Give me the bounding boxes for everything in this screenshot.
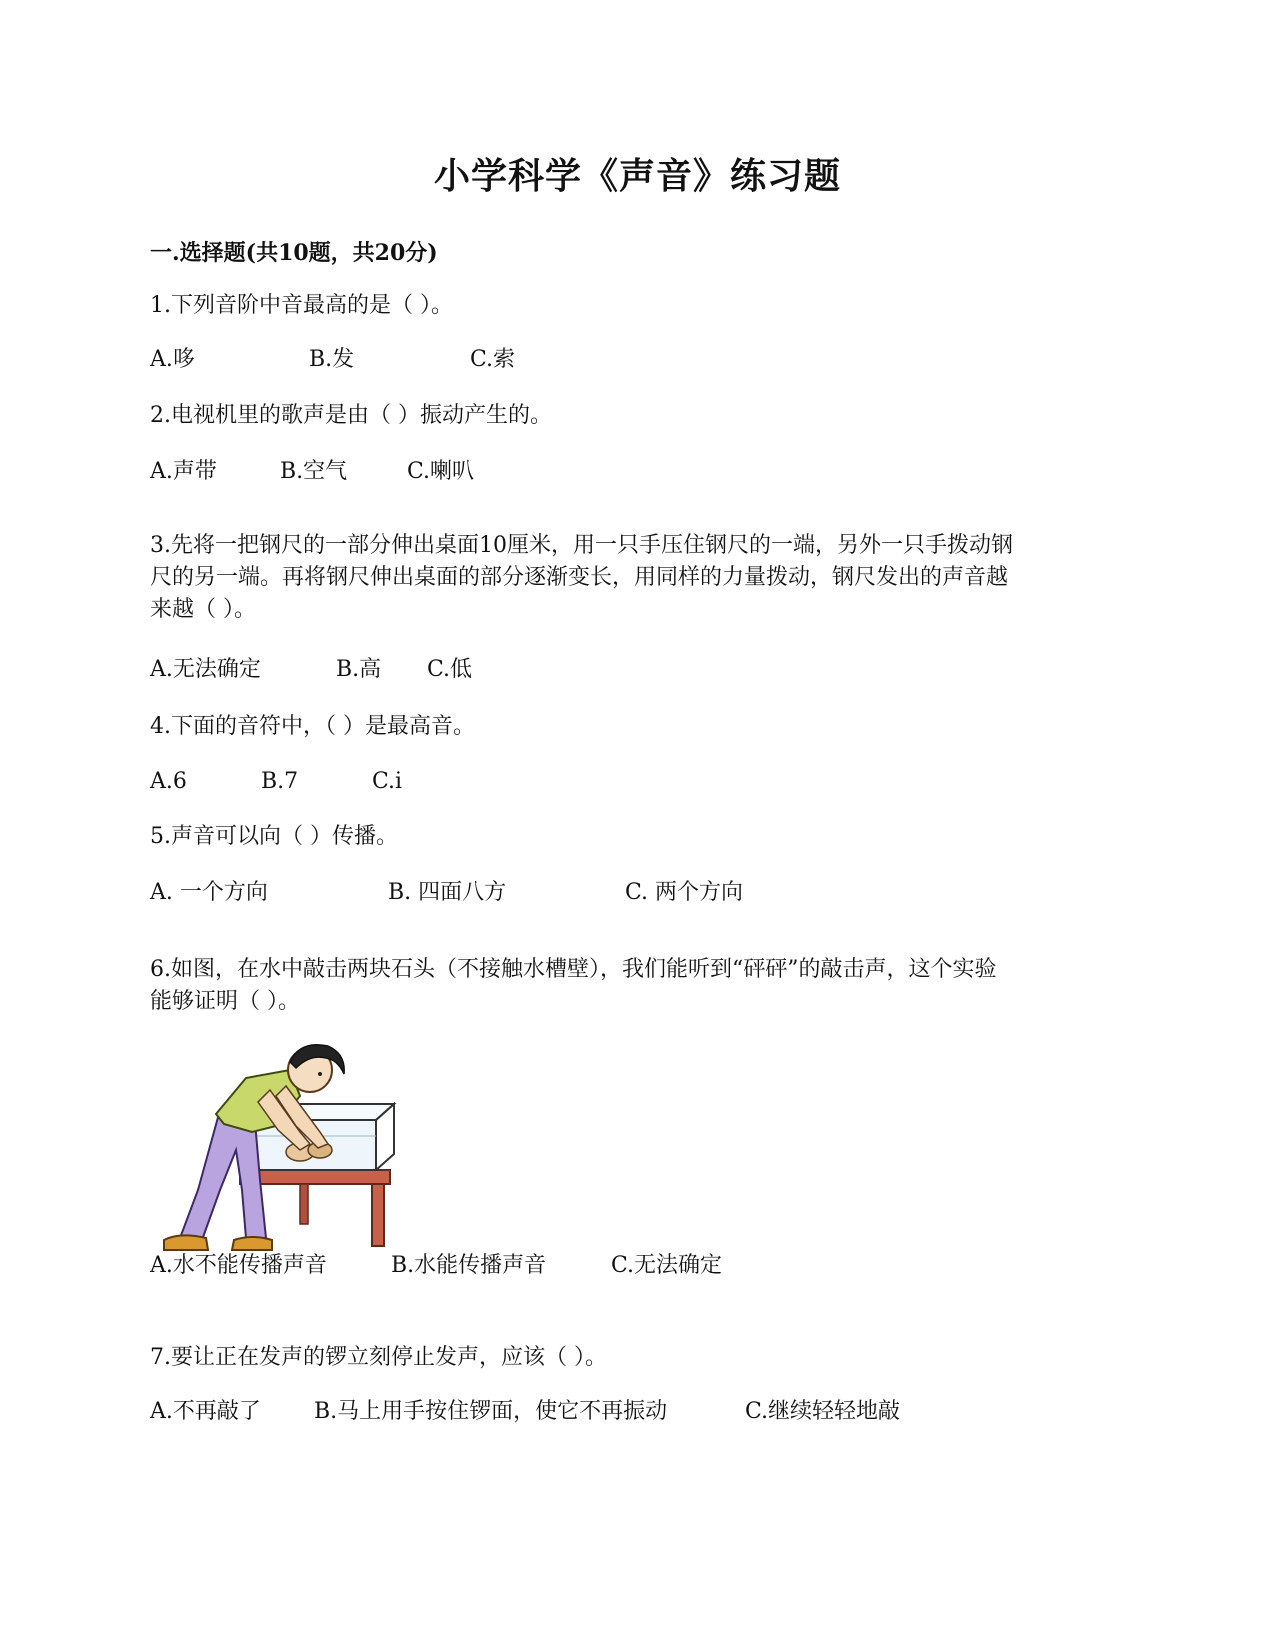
page-title: 小学科学《声音》练习题: [433, 155, 841, 197]
q7-option-b: B.马上用手按住锣面，使它不再振动: [314, 1399, 668, 1424]
question-1-stem: 1.下列音阶中音最高的是（ ）。: [150, 293, 453, 318]
q4-option-a: A.6: [150, 769, 187, 794]
q4-option-c: C.i: [372, 769, 403, 794]
question-3-stem-line-1: 3.先将一把钢尺的一部分伸出桌面10厘米，用一只手压住钢尺的一端，另外一只手拨动钢: [150, 533, 1013, 558]
q6-option-a: A.水不能传播声音: [150, 1253, 327, 1278]
q1-option-b: B.发: [309, 347, 355, 372]
boy-striking-stones-in-water-tank-illustration: [150, 1040, 400, 1260]
q2-option-a: A.声带: [150, 459, 217, 484]
question-3-stem-line-2: 尺的另一端。再将钢尺伸出桌面的部分逐渐变长，用同样的力量拨动，钢尺发出的声音越: [150, 565, 1009, 590]
question-2-stem: 2.电视机里的歌声是由（ ）振动产生的。: [150, 403, 552, 428]
section-heading: 一.选择题(共10题，共20分): [150, 240, 438, 266]
q5-option-b: B. 四面八方: [388, 880, 507, 905]
question-4-stem: 4.下面的音符中，（ ）是最高音。: [150, 714, 475, 739]
q1-option-c: C.索: [470, 347, 516, 372]
q3-option-a: A.无法确定: [150, 657, 261, 682]
q2-option-b: B.空气: [280, 459, 348, 484]
q3-option-c: C.低: [427, 657, 473, 682]
q5-option-c: C. 两个方向: [625, 880, 744, 905]
q5-option-a: A. 一个方向: [150, 880, 268, 905]
question-6-stem-line-2: 能够证明（ ）。: [150, 989, 300, 1014]
q4-option-b: B.7: [261, 769, 299, 794]
q2-option-c: C.喇叭: [407, 459, 475, 484]
q6-option-c: C.无法确定: [611, 1253, 723, 1278]
q3-option-b: B.高: [336, 657, 382, 682]
q1-option-a: A.哆: [150, 347, 195, 372]
q7-option-c: C.继续轻轻地敲: [745, 1399, 901, 1424]
q7-option-a: A.不再敲了: [150, 1399, 261, 1424]
question-5-stem: 5.声音可以向（ ）传播。: [150, 824, 398, 849]
q6-option-b: B.水能传播声音: [391, 1253, 547, 1278]
question-6-stem-line-1: 6.如图，在水中敲击两块石头（不接触水槽壁），我们能听到“砰砰”的敲击声，这个实验: [150, 957, 997, 982]
question-3-stem-line-3: 来越（ ）。: [150, 597, 256, 622]
question-7-stem: 7.要让正在发声的锣立刻停止发声，应该（ ）。: [150, 1345, 607, 1370]
